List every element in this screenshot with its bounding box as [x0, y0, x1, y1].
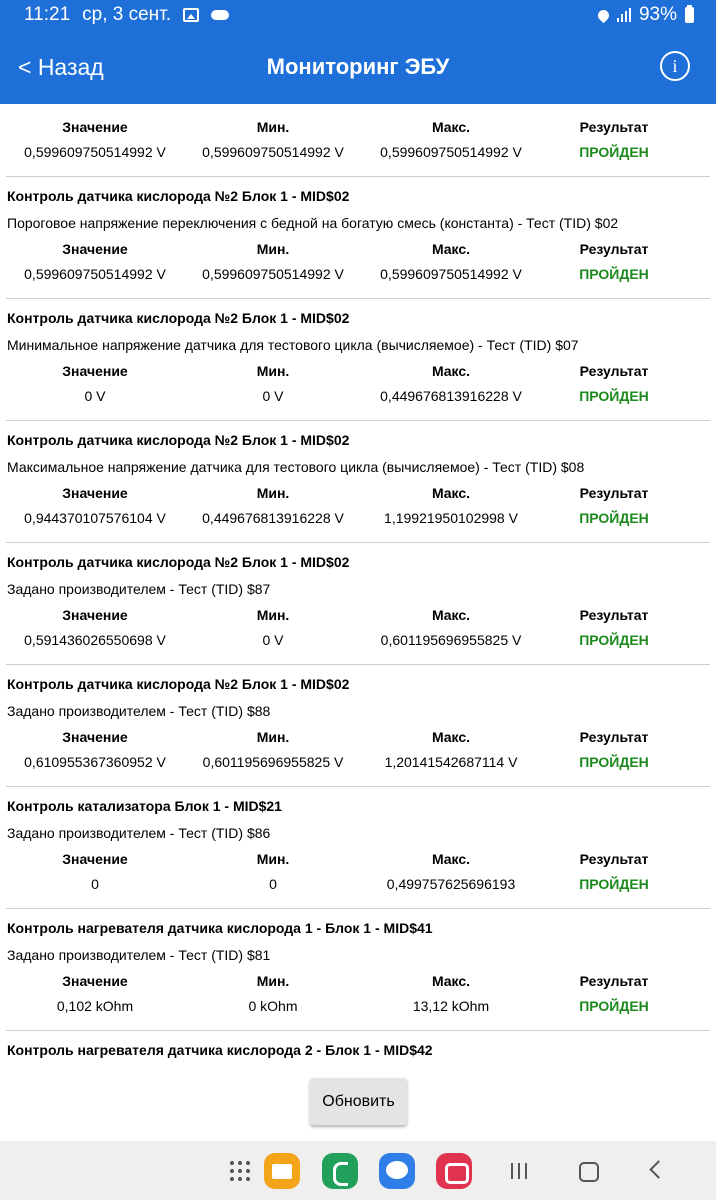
column-header-value: Значение — [62, 485, 128, 501]
column-header-min: Мин. — [256, 363, 290, 379]
list-item — [6, 665, 710, 787]
status-date: ср, 3 сент. — [82, 4, 172, 25]
min-cell: 0 kOhm — [248, 998, 298, 1014]
column-header-result: Результат — [579, 485, 649, 501]
battery-icon — [685, 7, 694, 23]
camera-icon[interactable] — [436, 1153, 472, 1189]
monitor-title: Контроль датчика кислорода №2 Блок 1 - MID$02 — [7, 188, 350, 204]
max-cell: 0,599609750514992 V — [380, 266, 522, 282]
gallery-notification-icon — [183, 8, 199, 22]
test-description: Задано производителем - Тест (TID) $81 — [7, 947, 271, 963]
column-header-max: Макс. — [431, 851, 471, 867]
column-header-value: Значение — [62, 607, 128, 623]
signal-icon — [617, 8, 631, 22]
value-cell: 0 — [91, 876, 99, 892]
column-header-result: Результат — [579, 607, 649, 623]
test-description: Задано производителем - Тест (TID) $86 — [7, 825, 271, 841]
cloud-notification-icon — [211, 10, 229, 20]
messages-icon[interactable] — [379, 1153, 415, 1189]
value-cell: 0,591436026550698 V — [24, 632, 166, 648]
column-header-value: Значение — [62, 851, 128, 867]
column-header-max: Макс. — [431, 119, 471, 135]
recents-icon[interactable] — [502, 1153, 538, 1189]
column-header-max: Макс. — [431, 607, 471, 623]
back-icon[interactable] — [638, 1153, 674, 1189]
result-status: ПРОЙДЕН — [579, 388, 649, 404]
back-button[interactable]: < Назад — [18, 54, 104, 80]
column-header-result: Результат — [579, 241, 649, 257]
list-item — [6, 421, 710, 543]
result-status: ПРОЙДЕН — [579, 632, 649, 648]
column-header-min: Мин. — [256, 729, 290, 745]
list-item — [6, 909, 710, 1031]
column-header-min: Мин. — [256, 607, 290, 623]
list-item — [6, 543, 710, 665]
value-cell: 0,599609750514992 V — [24, 144, 166, 160]
column-header-min: Мин. — [256, 119, 290, 135]
monitor-title: Контроль нагревателя датчика кислорода 1 - Блок 1 - MID$41 — [7, 920, 433, 936]
monitor-title: Контроль нагревателя датчика кислорода 2 - Блок 1 - MID$42 — [7, 1042, 433, 1058]
test-description: Минимальное напряжение датчика для тестового цикла (вычисляемое) - Тест (TID) $07 — [7, 337, 579, 353]
column-header-max: Макс. — [431, 241, 471, 257]
max-cell: 13,12 kOhm — [412, 998, 490, 1014]
monitor-title: Контроль катализатора Блок 1 - MID$21 — [7, 798, 282, 814]
refresh-button[interactable]: Обновить — [310, 1078, 407, 1125]
location-icon — [596, 7, 612, 23]
list-item — [6, 299, 710, 421]
column-header-min: Мин. — [256, 485, 290, 501]
home-icon[interactable] — [570, 1153, 606, 1189]
value-cell: 0,944370107576104 V — [24, 510, 166, 526]
min-cell: 0 — [269, 876, 277, 892]
list-item — [6, 177, 710, 299]
test-description: Максимальное напряжение датчика для тестового цикла (вычисляемое) - Тест (TID) $08 — [7, 459, 585, 475]
test-description: Задано производителем - Тест (TID) $87 — [7, 581, 271, 597]
max-cell: 0,601195696955825 V — [380, 632, 522, 648]
monitor-title: Контроль датчика кислорода №2 Блок 1 - MID$02 — [7, 554, 350, 570]
value-cell: 0 V — [84, 388, 106, 404]
apps-grid-icon[interactable] — [222, 1153, 258, 1189]
column-header-result: Результат — [579, 363, 649, 379]
column-header-result: Результат — [579, 851, 649, 867]
page-title: Мониторинг ЭБУ — [266, 54, 450, 79]
status-bar — [0, 0, 716, 32]
column-header-max: Макс. — [431, 485, 471, 501]
result-status: ПРОЙДЕН — [579, 754, 649, 770]
column-header-max: Макс. — [431, 973, 471, 989]
result-status: ПРОЙДЕН — [579, 144, 649, 160]
max-cell: 0,599609750514992 V — [380, 144, 522, 160]
max-cell: 1,20141542687114 V — [384, 754, 518, 770]
monitor-title: Контроль датчика кислорода №2 Блок 1 - MID$02 — [7, 676, 350, 692]
info-icon[interactable]: i — [660, 51, 690, 81]
min-cell: 0 V — [262, 388, 284, 404]
column-header-result: Результат — [579, 729, 649, 745]
min-cell: 0 V — [262, 632, 284, 648]
column-header-value: Значение — [62, 363, 128, 379]
result-status: ПРОЙДЕН — [579, 510, 649, 526]
column-header-value: Значение — [62, 119, 128, 135]
status-time: 11:21 — [24, 4, 71, 25]
column-header-min: Мин. — [256, 241, 290, 257]
max-cell: 0,499757625696193 — [386, 876, 516, 892]
min-cell: 0,599609750514992 V — [202, 144, 344, 160]
max-cell: 1,19921950102998 V — [384, 510, 518, 526]
column-header-result: Результат — [579, 973, 649, 989]
column-header-result: Результат — [579, 119, 649, 135]
system-nav-bar — [0, 1141, 716, 1200]
files-icon[interactable] — [264, 1153, 300, 1189]
result-status: ПРОЙДЕН — [579, 998, 649, 1014]
app-bar — [0, 32, 716, 104]
max-cell: 0,449676813916228 V — [380, 388, 522, 404]
battery-percent: 93% — [638, 4, 677, 25]
column-header-min: Мин. — [256, 851, 290, 867]
column-header-max: Макс. — [431, 729, 471, 745]
phone-icon[interactable] — [322, 1153, 358, 1189]
min-cell: 0,599609750514992 V — [202, 266, 344, 282]
column-header-min: Мин. — [256, 973, 290, 989]
monitor-title: Контроль датчика кислорода №2 Блок 1 - MID$02 — [7, 310, 350, 326]
min-cell: 0,601195696955825 V — [202, 754, 344, 770]
value-cell: 0,599609750514992 V — [24, 266, 166, 282]
value-cell: 0,610955367360952 V — [24, 754, 166, 770]
test-description: Задано производителем - Тест (TID) $88 — [7, 703, 271, 719]
column-header-value: Значение — [62, 241, 128, 257]
test-description: Пороговое напряжение переключения с бедной на богатую смесь (константа) - Тест (TID) $02 — [7, 215, 619, 231]
column-header-value: Значение — [62, 729, 128, 745]
monitor-title: Контроль датчика кислорода №2 Блок 1 - MID$02 — [7, 432, 350, 448]
value-cell: 0,102 kOhm — [56, 998, 134, 1014]
list-item — [6, 104, 710, 177]
list-item — [6, 787, 710, 909]
results-list[interactable] — [0, 104, 716, 1065]
result-status: ПРОЙДЕН — [579, 876, 649, 892]
column-header-max: Макс. — [431, 363, 471, 379]
result-status: ПРОЙДЕН — [579, 266, 649, 282]
footer — [0, 1065, 716, 1141]
column-header-value: Значение — [62, 973, 128, 989]
min-cell: 0,449676813916228 V — [202, 510, 344, 526]
